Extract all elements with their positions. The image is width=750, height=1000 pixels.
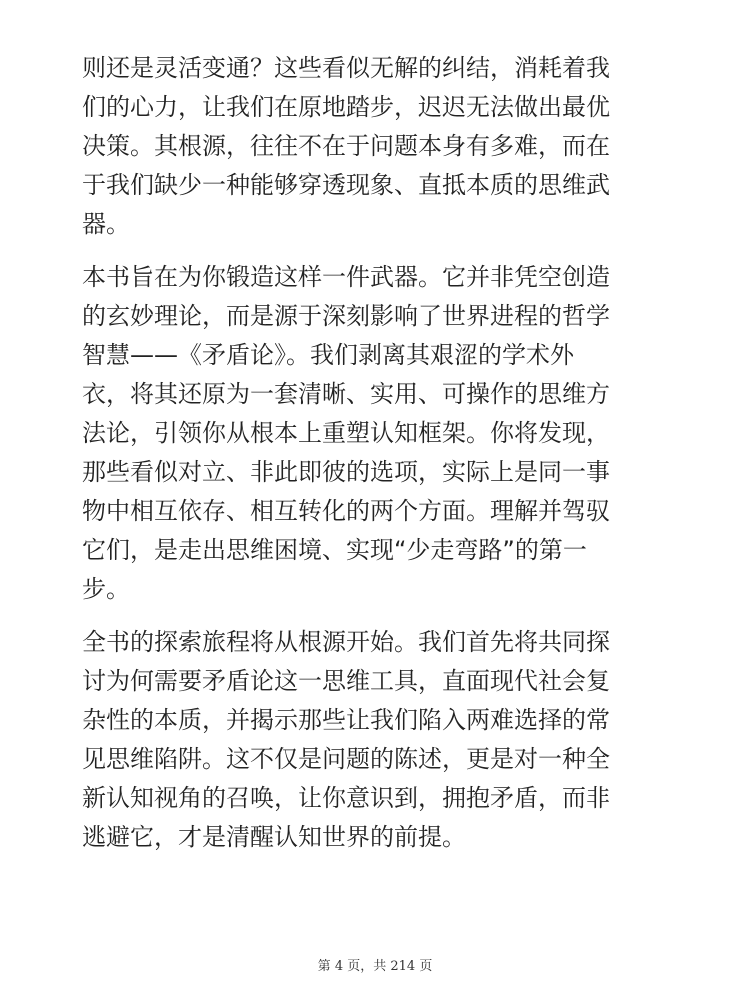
current-page-number: 4 [334, 959, 344, 974]
total-pages-number: 214 [390, 959, 416, 974]
text-line: 们的心力，让我们在原地踏步，迟迟无法做出最优 [82, 93, 610, 121]
footer-suffix: 页 [415, 959, 433, 974]
text-line: 衣，将其还原为一套清晰、实用、可操作的思维方 [82, 380, 610, 408]
text-line: 法论，引领你从根本上重塑认知框架。你将发现， [82, 419, 610, 447]
text-line: 杂性的本质，并揭示那些让我们陷入两难选择的常 [82, 706, 610, 734]
text-line: 见思维陷阱。这不仅是问题的陈述，更是对一种全 [82, 745, 610, 773]
text-line: 决策。其根源，往往不在于问题本身有多难，而在 [82, 132, 610, 160]
text-line: 讨为何需要矛盾论这一思维工具，直面现代社会复 [82, 667, 610, 695]
text-line: 智慧——《矛盾论》。我们剥离其艰涩的学术外 [82, 341, 574, 369]
paragraph-3 [82, 623, 678, 857]
page-footer [0, 955, 750, 974]
text-line: 物中相互依存、相互转化的两个方面。理解并驾驭 [82, 497, 610, 525]
text-line: 则还是灵活变通？这些看似无解的纠结，消耗着我 [82, 54, 610, 82]
text-line: 逃避它，才是清醒认知世界的前提。 [82, 823, 466, 851]
text-line: 步。 [82, 575, 130, 603]
paragraph-1 [82, 49, 678, 244]
footer-middle: 页，共 [343, 959, 391, 974]
text-line: 新认知视角的召唤，让你意识到，拥抱矛盾，而非 [82, 784, 610, 812]
paragraph-2 [82, 258, 678, 609]
text-line: 于我们缺少一种能够穿透现象、直抵本质的思维武 [82, 171, 610, 199]
body-text [82, 49, 678, 871]
text-line: 全书的探索旅程将从根源开始。我们首先将共同探 [82, 628, 610, 656]
text-line: 本书旨在为你锻造这样一件武器。它并非凭空创造 [82, 263, 610, 291]
text-line: 器。 [82, 210, 130, 238]
footer-prefix: 第 [317, 959, 335, 974]
text-line: 的玄妙理论，而是源于深刻影响了世界进程的哲学 [82, 302, 610, 330]
text-line: 那些看似对立、非此即彼的选项，实际上是同一事 [82, 458, 610, 486]
text-line: 它们，是走出思维困境、实现“少走弯路”的第一 [82, 536, 587, 564]
